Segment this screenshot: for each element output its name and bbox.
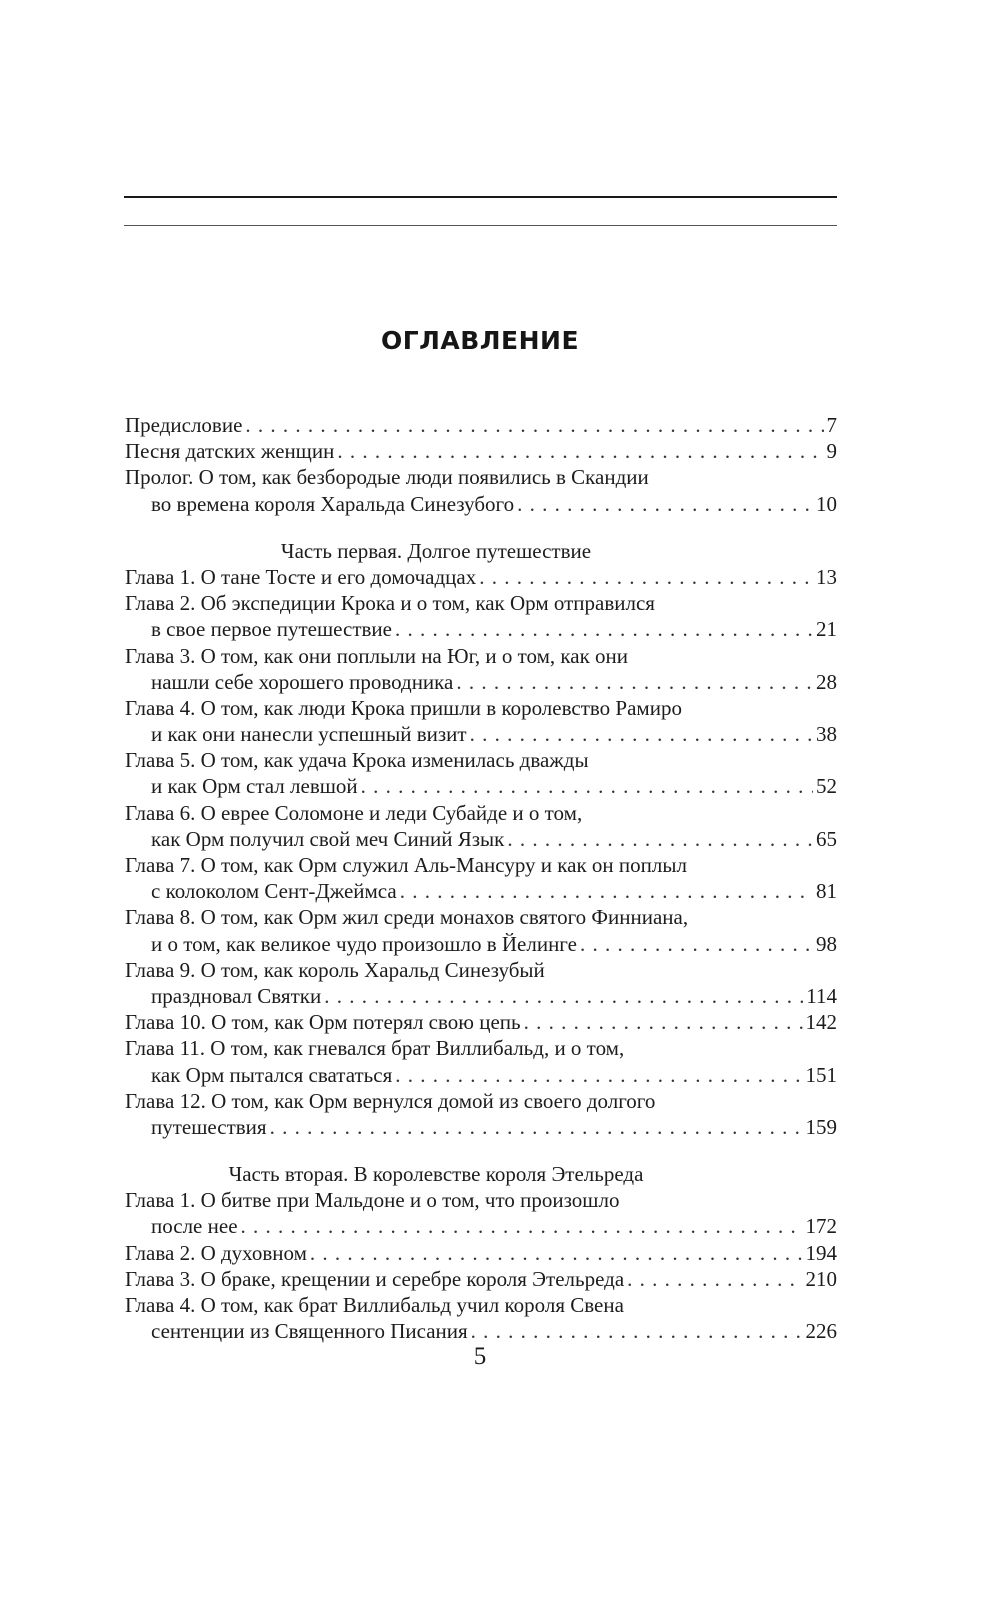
toc-entry-text: Глава 3. О браке, крещении и серебре короля Этельреда xyxy=(125,1266,625,1291)
toc-entry-page: 28 xyxy=(816,669,837,694)
toc-entry-text: после нее xyxy=(151,1214,238,1239)
dot-leader xyxy=(517,491,813,517)
toc-entry-page: 52 xyxy=(816,774,837,799)
toc-entry-text: праздновал Святки xyxy=(151,983,322,1008)
toc-entry-text: Глава 11. О том, как гневался брат Виллибальд, и о том, xyxy=(125,1036,625,1061)
toc-entry xyxy=(125,1088,837,1140)
toc-entry-text: с колоколом Сент-Джеймса xyxy=(151,879,397,904)
toc-entry-page: 65 xyxy=(816,826,837,851)
toc-entry-line xyxy=(125,438,837,464)
toc-entry xyxy=(125,1240,837,1266)
toc-front-matter xyxy=(125,412,837,517)
toc-entry-text: Песня датских женщин xyxy=(125,439,335,464)
toc-entry-line xyxy=(125,773,837,799)
toc-entry-line xyxy=(125,1062,837,1088)
toc-part-1 xyxy=(125,564,837,1140)
toc-entry xyxy=(125,800,837,852)
toc-entry-text: Глава 6. О еврее Соломоне и леди Субайде и о том, xyxy=(125,800,583,825)
dot-leader xyxy=(395,1062,802,1088)
toc-entry-text: Глава 10. О том, как Орм потерял свою цепь xyxy=(125,1010,521,1035)
toc-entry-text: Глава 4. О том, как люди Крока пришли в королевство Рамиро xyxy=(125,695,682,720)
toc-entry xyxy=(125,1187,837,1239)
dot-leader xyxy=(479,564,813,590)
toc-entry-line xyxy=(125,1088,837,1114)
toc-entry-page: 159 xyxy=(805,1114,837,1139)
toc-entry-line xyxy=(125,643,837,669)
dot-leader xyxy=(395,616,813,642)
toc-entry-page: 21 xyxy=(816,617,837,642)
toc-entry xyxy=(125,464,837,516)
toc-entry-line xyxy=(125,669,837,695)
toc-entry-text: путешествия xyxy=(151,1114,267,1139)
dot-leader xyxy=(627,1266,802,1292)
toc-entry-text: Глава 4. О том, как брат Виллибальд учил короля Свена xyxy=(125,1293,624,1317)
toc-entry xyxy=(125,957,837,1009)
toc-entry-line xyxy=(125,826,837,852)
toc-entry xyxy=(125,1266,837,1292)
toc-entry-page: 210 xyxy=(805,1266,837,1291)
dot-leader xyxy=(507,826,813,852)
toc-entry-line xyxy=(125,800,837,826)
toc-entry-text: Предисловие xyxy=(125,413,243,437)
toc-entry-page: 151 xyxy=(805,1062,837,1087)
toc-entry xyxy=(125,412,837,438)
toc-entry-line xyxy=(125,590,837,616)
toc-entry-page: 81 xyxy=(816,879,837,904)
toc-entry-line xyxy=(125,747,837,773)
toc-entry-text: Глава 3. О том, как они поплыли на Юг, и о том, как они xyxy=(125,643,628,668)
toc-entry-page: 7 xyxy=(826,413,837,437)
toc-entry-page: 98 xyxy=(816,931,837,956)
page-number: 5 xyxy=(473,1343,487,1370)
toc-entry-page: 114 xyxy=(806,983,837,1008)
toc-entry-page: 172 xyxy=(805,1214,837,1239)
dot-leader xyxy=(471,1318,803,1344)
toc-entry-text: Глава 5. О том, как удача Крока изменилась дважды xyxy=(125,748,589,773)
dot-leader xyxy=(324,983,803,1009)
toc-entry-page: 10 xyxy=(816,491,837,516)
toc-entry-text: во времена короля Харальда Синезубого xyxy=(151,491,515,516)
toc-entry-page: 142 xyxy=(805,1010,837,1035)
part-title: Часть первая. Долгое путешествие xyxy=(280,538,592,563)
toc-entry-text: Глава 12. О том, как Орм вернулся домой из своего долгого xyxy=(125,1088,656,1113)
toc-entry-line xyxy=(125,1240,837,1266)
toc-entry-page: 13 xyxy=(816,564,837,589)
dot-leader xyxy=(337,438,823,464)
toc-entry-text: и о том, как великое чудо произошло в Йелинге xyxy=(151,931,577,956)
toc-entry-page: 226 xyxy=(805,1319,837,1344)
toc-entry-text: Глава 2. О духовном xyxy=(125,1240,307,1265)
toc-entry-text: в свое первое путешествие xyxy=(151,617,392,642)
toc-entry-line xyxy=(125,616,837,642)
toc-entry-text: Глава 1. О тане Тосте и его домочадцах xyxy=(125,564,477,589)
top-rule-thick xyxy=(124,196,837,198)
toc-entry-line xyxy=(125,1213,837,1239)
toc-entry-text: как Орм получил свой меч Синий Язык xyxy=(151,826,505,851)
toc-entry-text: Глава 2. Об экспедиции Крока и о том, как Орм отправился xyxy=(125,591,655,616)
toc-entry-line xyxy=(125,1009,837,1035)
toc-entry-line xyxy=(125,904,837,930)
toc-entry xyxy=(125,747,837,799)
page-title: ОГЛАВЛЕНИЕ xyxy=(380,326,580,355)
toc-entry xyxy=(125,904,837,956)
toc-entry xyxy=(125,438,837,464)
toc-entry-page: 194 xyxy=(805,1240,837,1265)
dot-leader xyxy=(241,1213,803,1239)
toc-entry xyxy=(125,1292,837,1344)
dot-leader xyxy=(470,721,813,747)
dot-leader xyxy=(361,773,813,799)
toc-entry-text: и как Орм стал левшой xyxy=(151,774,358,799)
toc-entry-page: 38 xyxy=(816,722,837,747)
toc-entry-text: Глава 7. О том, как Орм служил Аль-Мансуру и как он поплыл xyxy=(125,853,687,877)
dot-leader xyxy=(400,878,813,904)
toc-entry-line xyxy=(125,412,837,438)
toc-entry xyxy=(125,564,837,590)
toc-entry-line xyxy=(125,957,837,983)
dot-leader xyxy=(270,1114,803,1140)
toc-entry-line xyxy=(125,1035,837,1061)
toc-entry-line xyxy=(125,1318,837,1344)
toc-entry-line xyxy=(125,464,837,490)
table-of-contents xyxy=(125,412,837,1344)
toc-entry-text: нашли себе хорошего проводника xyxy=(151,669,454,694)
dot-leader xyxy=(456,669,813,695)
toc-entry-text: Глава 8. О том, как Орм жил среди монахов святого Финниана, xyxy=(125,905,689,930)
dot-leader xyxy=(524,1009,803,1035)
part-title: Часть вторая. В королевстве короля Этельреда xyxy=(228,1162,644,1187)
dot-leader xyxy=(310,1240,803,1266)
dot-leader xyxy=(580,931,813,957)
toc-entry-line xyxy=(125,1114,837,1140)
toc-entry-text: Пролог. О том, как безбородые люди появились в Скандии xyxy=(125,465,649,490)
toc-entry-line xyxy=(125,931,837,957)
toc-entry xyxy=(125,1009,837,1035)
toc-entry xyxy=(125,643,837,695)
toc-entry xyxy=(125,852,837,904)
toc-entry xyxy=(125,695,837,747)
toc-entry xyxy=(125,590,837,642)
dot-leader xyxy=(245,412,823,438)
toc-entry xyxy=(125,1035,837,1087)
toc-entry-page: 9 xyxy=(826,439,837,464)
toc-entry-text: как Орм пытался свататься xyxy=(151,1062,393,1087)
toc-entry-line xyxy=(125,491,837,517)
toc-entry-text: Глава 1. О битве при Мальдоне и о том, что произошло xyxy=(125,1188,620,1213)
toc-entry-text: сентенции из Священного Писания xyxy=(151,1319,468,1344)
toc-entry-text: Глава 9. О том, как король Харальд Синезубый xyxy=(125,957,545,982)
top-rule-thin xyxy=(124,225,837,226)
toc-entry-line xyxy=(125,878,837,904)
toc-entry-text: и как они нанесли успешный визит xyxy=(151,722,467,747)
toc-entry-line xyxy=(125,852,837,878)
toc-part-2 xyxy=(125,1187,837,1344)
toc-entry-line xyxy=(125,1187,837,1213)
toc-entry-line xyxy=(125,564,837,590)
toc-entry-line xyxy=(125,721,837,747)
toc-entry-line xyxy=(125,1292,837,1318)
toc-entry-line xyxy=(125,695,837,721)
toc-entry-line xyxy=(125,1266,837,1292)
toc-entry-line xyxy=(125,983,837,1009)
